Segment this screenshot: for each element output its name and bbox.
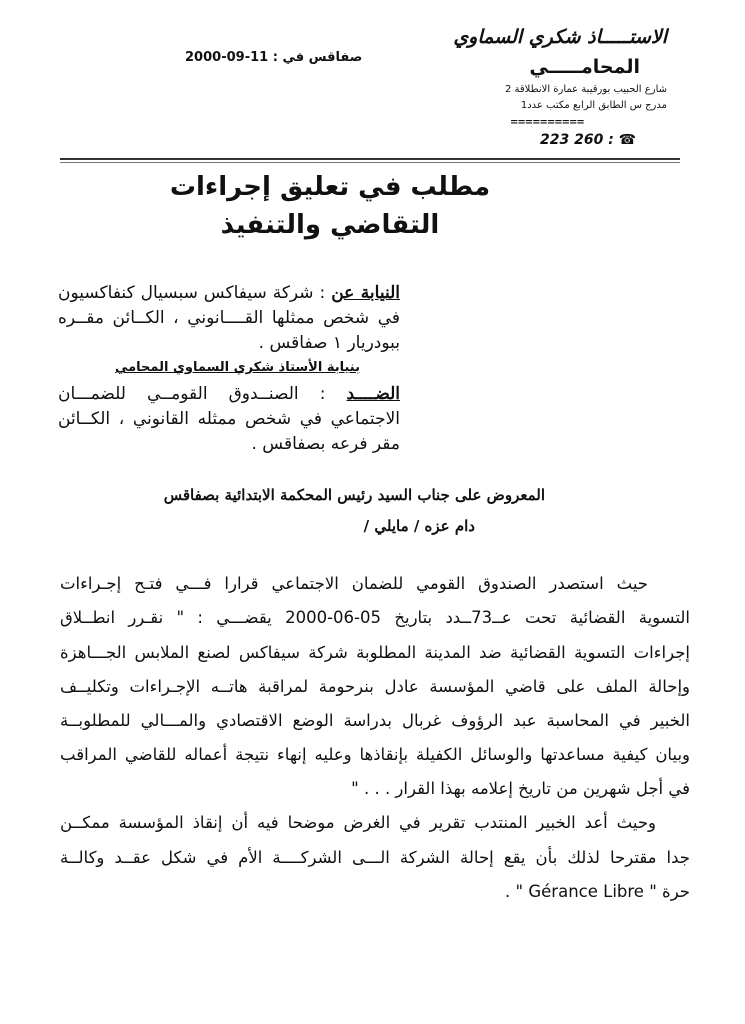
body-line: وإحالة الملف على قاضي المؤسسة عادل بنرحومة لمراقبة هاتــه الإجـراءات وتكليــف	[60, 677, 690, 696]
plaintiff-line-3: ببودريار ١ صفاقس .	[258, 333, 400, 353]
address-line-2: مدرج س الطابق الرابع مكتب عدد1	[520, 100, 667, 111]
body-line: الخبير في المحاسبة عبد الرؤوف غربال بدراسة الوضع الاقتصادي والمـــالي للمطلوبــة	[60, 711, 690, 730]
defendant-line-3: مقر فرعه بصفاقس .	[251, 434, 400, 454]
defendant-line-1	[58, 384, 400, 404]
defendant-line-2: الاجتماعي في شخص ممثله القانوني ، الكــائن	[58, 409, 400, 429]
defendant-text: : الصنــدوق القومــي للضمـــان	[58, 384, 326, 404]
plaintiff-line-1	[58, 283, 400, 303]
lawyer-title: المحامـــــي	[529, 56, 640, 78]
body-line: في أجل شهرين من تاريخ إعلامه بهذا القرار . . . "	[351, 779, 690, 798]
addressee-line-2: دام عزه / مايلي /	[363, 517, 475, 535]
lawyer-name: الاستـــــاذ شكري السماوي	[453, 26, 667, 48]
body-line: إجراءات التسوية القضائية ضد المدينة المطلوبة شركة سيفاكس لصنع الملابس الجـــاهزة	[60, 643, 690, 662]
separator: ==========	[510, 117, 584, 128]
phone-number: 223 260 : ☎	[540, 132, 637, 148]
body-line: حيث استصدر الصندوق القومي للضمان الاجتماعي قرارا فـــي فتـح إجـراءات	[60, 574, 648, 593]
body-line: التسوية القضائية تحت عــ73ــدد بتاريخ 05-06-2000 يقضـــي : " نقـرر انطــلاق	[60, 608, 690, 627]
plaintiff-line-2: في شخص ممثلها القــــانوني ، الكــائن مقــره	[58, 308, 400, 328]
header-rule	[60, 158, 680, 163]
document-title-line-2: التقاضي والتنفيذ	[220, 210, 440, 240]
address-line-1: شارع الحبيب بورقيبة عمارة الانطلاقة 2	[504, 84, 667, 95]
body-line: وحيث أعد الخبير المنتدب تقرير في الغرض موضحا فيه أن إنقاذ المؤسسة ممكــن	[60, 813, 656, 832]
body-line: جدا مقترحا لذلك بأن يقع إحالة الشركة الـــى الشركــــة الأم في شكل عقــد وكالــة	[60, 848, 690, 867]
addressee-line-1: المعروض على جناب السيد رئيس المحكمة الابتدائية بصفاقس	[163, 486, 545, 504]
body-line: حرة " Gérance Libre " .	[505, 882, 690, 901]
date-line: صفاقس في : 11-09-2000	[185, 50, 363, 65]
plaintiff-text: : شركة سيفاكس سبسيال كنفاكسيون	[58, 283, 326, 303]
plaintiff-label: النيابة عن	[331, 283, 400, 303]
defendant-label: الضــــد	[346, 384, 400, 404]
body-line: وبيان كيفية مساعدتها والوسائل الكفيلة بإنقاذها وعليه إنهاء نتيجة أعماله للقاضي المراقب	[60, 745, 690, 764]
document-title-line-1: مطلب في تعليق إجراءات	[169, 172, 491, 202]
counsel-line: بنيابة الأستاذ شكري السماوي المحامي	[114, 360, 360, 375]
